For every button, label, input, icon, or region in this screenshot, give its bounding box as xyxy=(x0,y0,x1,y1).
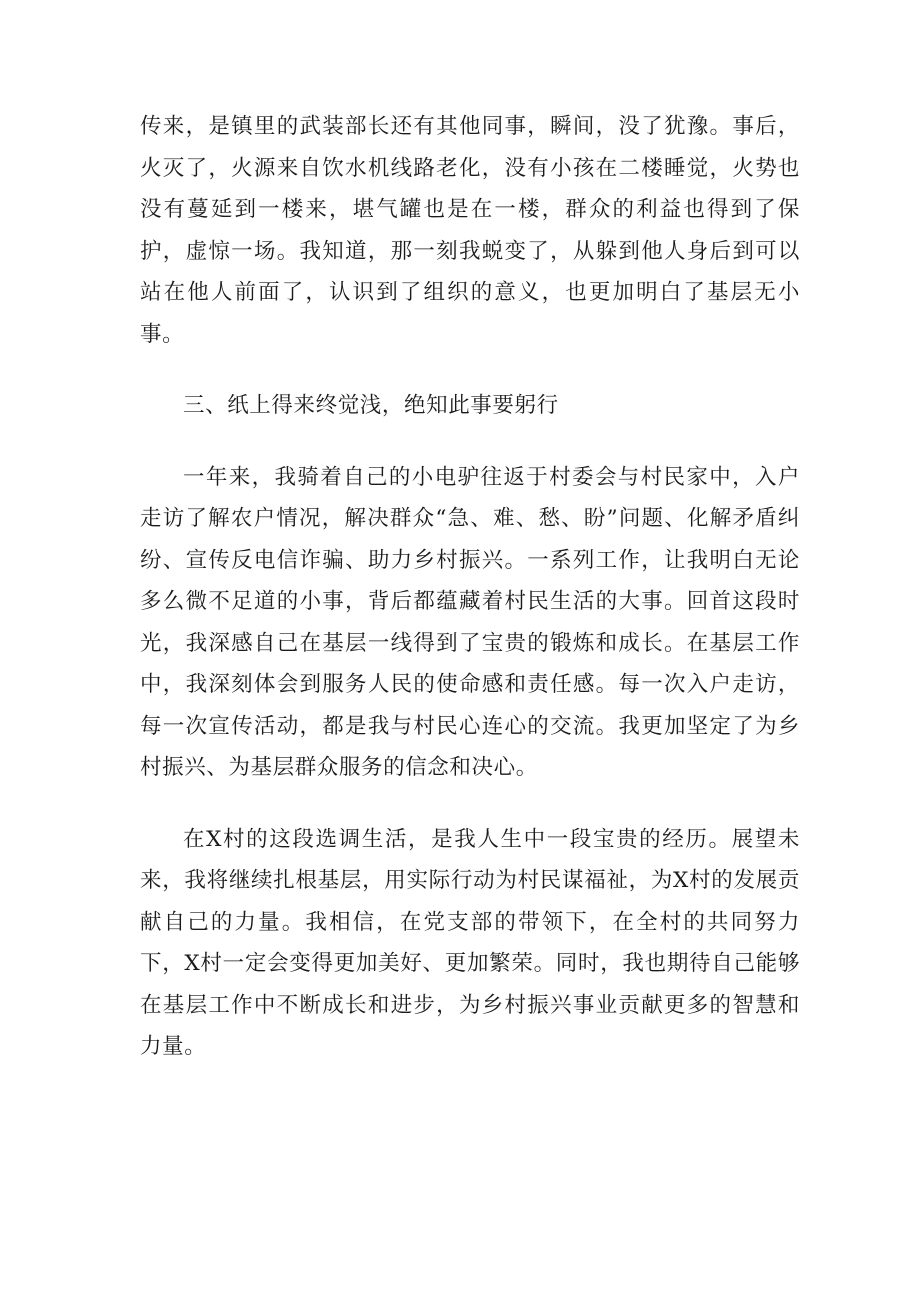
paragraph-fire-incident: 传来，是镇里的武装部长还有其他同事，瞬间，没了犹豫。事后，火灭了，火源来自饮水机线路老化，没有小孩在二楼睡觉，火势也没有蔓延到一楼来，堪气罐也是在一楼，群众的利益也得到了保护，虚惊一场。我知道，那一刻我蜕变了，从躲到他人身后到可以站在他人前面了，认识到了组织的意义，也更加明白了基层无小事。 xyxy=(140,114,800,347)
paragraph-year-review: 一年来，我骑着自己的小电驴往返于村委会与村民家中，入户走访了解农户情况，解决群众“急、难、愁、盼”问题、化解矛盾纠纷、宣传反电信诈骗、助力乡村振兴。一系列工作，让我明白无论多么微不足道的小事，背后都蕴藏着村民生活的大事。回首这段时光，我深感自己在基层一线得到了宝贵的锻炼和成长。在基层工作中，我深刻体会到服务人民的使命感和责任感。每一次入户走访，每一次宣传活动，都是我与村民心连心的交流。我更加坚定了为乡村振兴、为基层群众服务的信念和决心。 xyxy=(140,464,800,780)
section-heading-three: 三、纸上得来终觉浅，绝知此事要躬行 xyxy=(183,393,559,418)
document-page xyxy=(140,106,800,1068)
paragraph-outlook: 在X村的这段选调生活，是我人生中一段宝贵的经历。展望未来，我将继续扎根基层，用实际行动为村民谋福祉，为X村的发展贡献自己的力量。我相信，在党支部的带领下，在全村的共同努力下，X村一定会变得更加美好、更加繁荣。同时，我也期待自己能够在基层工作中不断成长和进步，为乡村振兴事业贡献更多的智慧和力量。 xyxy=(140,826,800,1059)
